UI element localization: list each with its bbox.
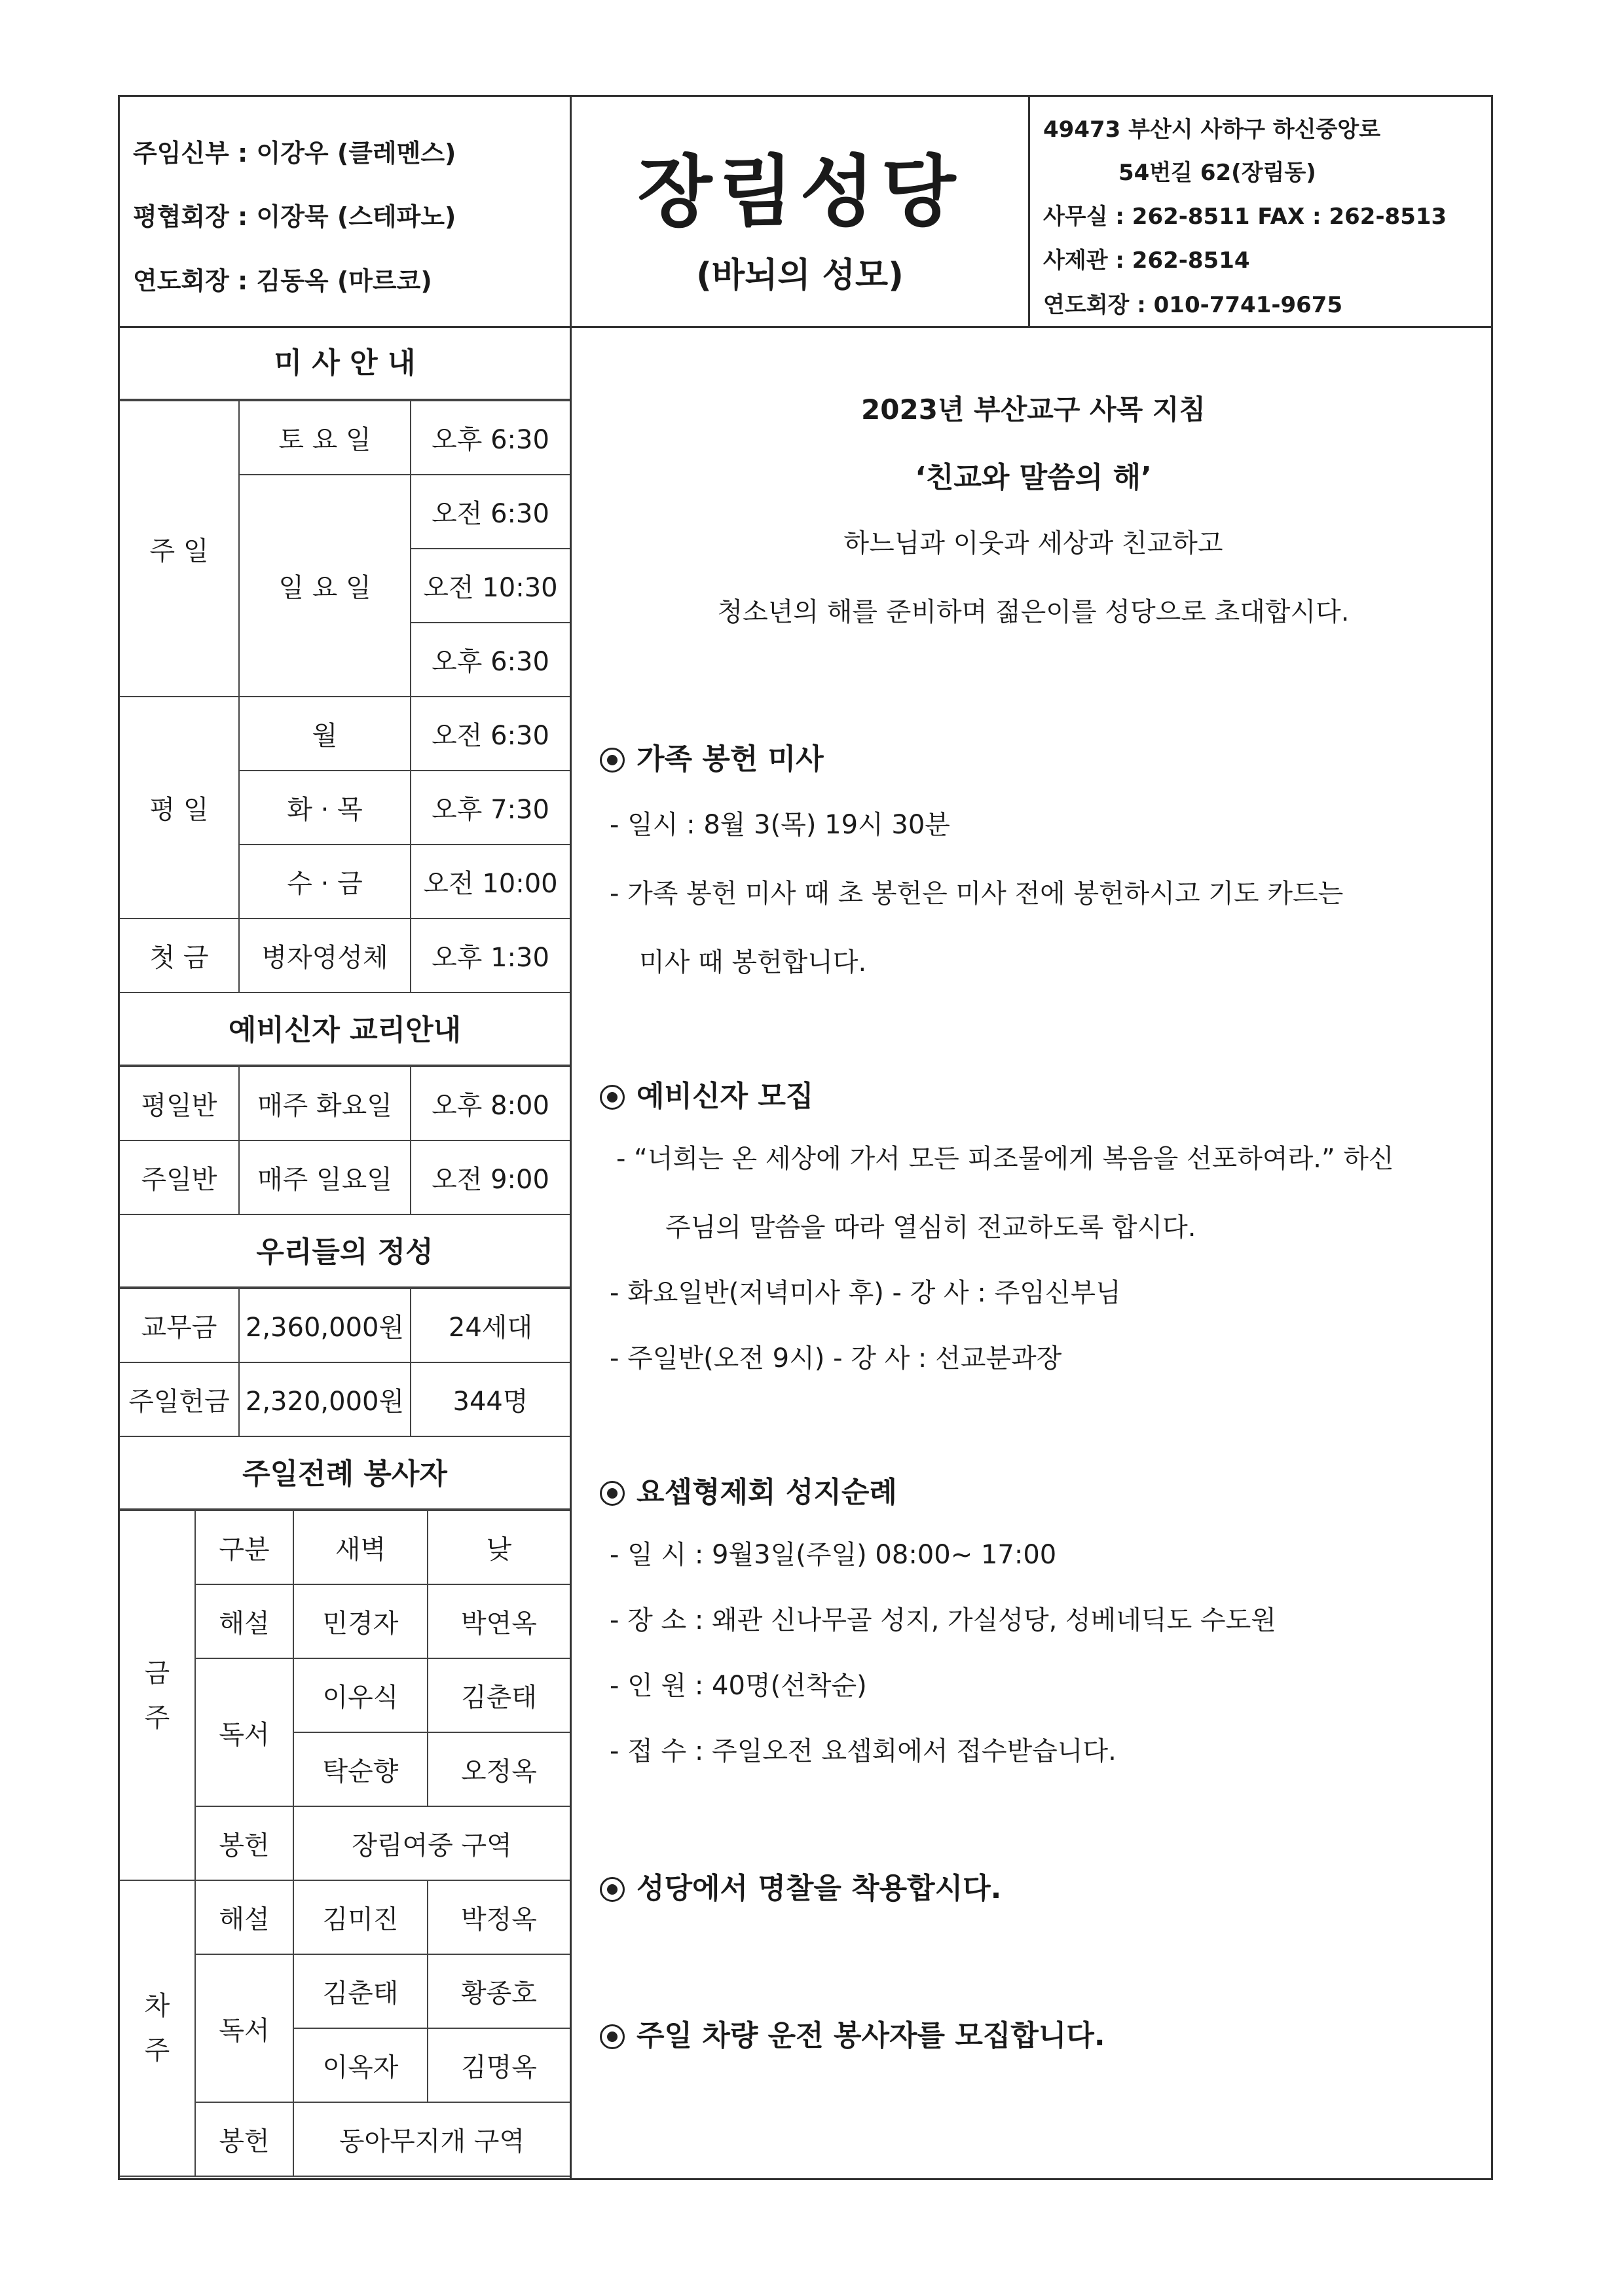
role-label: 독서: [195, 1658, 293, 1806]
family-mass-date: - 일시 : 8월 3(목) 19시 30분: [610, 810, 950, 840]
pilgrimage-title: 요셉형제회 성지순례: [637, 1476, 897, 1509]
catechumen-table: [120, 1066, 570, 1215]
pilgrimage-registration: - 접 수 : 주일오전 요셉회에서 접수받습니다.: [610, 1736, 1116, 1766]
role-label: 해설: [195, 1584, 293, 1658]
office-phone: 사무실 : 262-8511 FAX : 262-8513: [1043, 204, 1447, 230]
offering-label: 교무금: [120, 1288, 239, 1362]
offering-amount: 2,320,000원: [239, 1362, 411, 1436]
sunday-time-2: 오전 10:30: [411, 549, 570, 623]
server-name: 박정옥: [428, 1880, 570, 1954]
first-friday-label: 첫 금: [120, 919, 239, 993]
officer-pastor: 주임신부 : 이강우 (클레멘스): [133, 139, 456, 168]
pilgrimage-place: - 장 소 : 왜관 신나무골 성지, 가실성당, 성베네딕도 수도원: [610, 1605, 1276, 1635]
offering-title: 우리들의 정성: [120, 1214, 570, 1288]
role-label: 독서: [195, 1954, 293, 2102]
bullet-icon: [600, 748, 625, 773]
recruit-title: 예비신자 모집: [637, 1080, 814, 1113]
church-subtitle: (바뇌의 성모): [696, 256, 904, 295]
officer-yeondo-president: 연도회장 : 김동옥 (마르코): [133, 266, 432, 295]
recruit-heading: [600, 1072, 813, 1114]
address-line-2: 54번길 62(장림동): [1118, 160, 1316, 186]
recruit-tuesday-class: - 화요일반(저녁미사 후) - 강 사 : 주임신부님: [610, 1278, 1121, 1308]
weekday-time: 오전 10:00: [411, 845, 570, 919]
class-day: 매주 일요일: [239, 1140, 411, 1214]
rectory-phone: 사제관 : 262-8514: [1043, 247, 1250, 274]
bullet-icon: [600, 1085, 625, 1110]
server-head-category: 구분: [195, 1510, 293, 1584]
weekday-day: 월: [239, 697, 411, 771]
policy-title: 2023년 부산교구 사목 지침: [861, 393, 1206, 426]
family-mass-heading: [600, 735, 824, 777]
offering-count: 344명: [411, 1362, 570, 1436]
server-name: 이우식: [293, 1658, 428, 1732]
servers-title: 주일전례 봉사자: [120, 1436, 570, 1510]
sunday-time-1: 오전 6:30: [411, 475, 570, 549]
class-time: 오후 8:00: [411, 1066, 570, 1140]
pilgrimage-heading: [600, 1468, 897, 1510]
bullet-icon: [600, 2024, 625, 2049]
weekday-time: 오전 6:30: [411, 697, 570, 771]
mass-schedule-table: [120, 400, 570, 993]
notices-column: [574, 326, 1493, 2180]
server-name: 김춘태: [293, 1954, 428, 2028]
name-tag-notice: [600, 1865, 1001, 1906]
family-mass-note: - 가족 봉헌 미사 때 초 봉헌은 미사 전에 봉헌하시고 기도 카드는: [610, 879, 1344, 909]
officers-box: [120, 97, 572, 326]
server-name: 김미진: [293, 1880, 428, 1954]
this-week-label-text: 금주: [144, 1658, 170, 1733]
policy-motto: ‘친교와 말씀의 해’: [915, 461, 1152, 494]
address-line-1: 49473 부산시 사하구 하신중앙로: [1043, 117, 1381, 143]
catechumen-title: 예비신자 교리안내: [120, 992, 570, 1066]
role-label: 해설: [195, 1880, 293, 1954]
role-label: 봉헌: [195, 1806, 293, 1880]
server-name: 탁순향: [293, 1732, 428, 1806]
offering-amount: 2,360,000원: [239, 1288, 411, 1362]
server-head-dawn: 새벽: [293, 1510, 428, 1584]
weekday-label: 평 일: [120, 697, 239, 919]
next-week-label-text: 차주: [144, 1991, 170, 2066]
first-friday-name: 병자영성체: [239, 919, 411, 993]
weekday-day: 화 · 목: [239, 771, 411, 845]
drivers-text: 주일 차량 운전 봉사자를 모집합니다.: [637, 2019, 1105, 2052]
officer-council-president: 평협회장 : 이장묵 (스테파노): [133, 202, 456, 231]
recruit-quote-cont: 주님의 말씀을 따라 열심히 전교하도록 합시다.: [665, 1212, 1196, 1243]
offering-district: 동아무지개 구역: [293, 2102, 570, 2176]
drivers-notice: [600, 2012, 1105, 2054]
server-name: 이옥자: [293, 2028, 428, 2102]
pilgrimage-date: - 일 시 : 9월3일(주일) 08:00~ 17:00: [610, 1540, 1057, 1570]
sunday-time-3: 오후 6:30: [411, 623, 570, 697]
saturday-label: 토 요 일: [239, 401, 411, 475]
pilgrimage-capacity: - 인 원 : 40명(선착순): [610, 1671, 867, 1701]
church-title-box: [572, 97, 1030, 326]
sunday-day-label: 일 요 일: [239, 475, 411, 697]
bulletin-header: [120, 97, 1491, 328]
offering-label: 주일헌금: [120, 1362, 239, 1436]
yeondo-phone: 연도회장 : 010-7741-9675: [1043, 292, 1343, 318]
weekday-time: 오후 7:30: [411, 771, 570, 845]
this-week-label: [120, 1510, 195, 1880]
family-mass-title: 가족 봉헌 미사: [637, 742, 824, 776]
bullet-icon: [600, 1877, 625, 1902]
left-column: [120, 326, 572, 2180]
offering-district: 장림여중 구역: [293, 1806, 570, 1880]
recruit-quote: - “너희는 온 세상에 가서 모든 피조물에게 복음을 선포하여라.” 하신: [616, 1144, 1394, 1174]
server-name: 오정옥: [428, 1732, 570, 1806]
role-label: 봉헌: [195, 2102, 293, 2176]
first-friday-time: 오후 1:30: [411, 919, 570, 993]
saturday-time: 오후 6:30: [411, 401, 570, 475]
mass-guide-title: 미 사 안 내: [120, 326, 570, 400]
bullet-icon: [600, 1481, 625, 1506]
class-label: 평일반: [120, 1066, 239, 1140]
server-name: 김춘태: [428, 1658, 570, 1732]
recruit-sunday-class: - 주일반(오전 9시) - 강 사 : 선교분과장: [610, 1343, 1062, 1374]
policy-line-2: 청소년의 해를 준비하며 젊은이를 성당으로 초대합시다.: [717, 597, 1350, 627]
offering-count: 24세대: [411, 1288, 570, 1362]
server-name: 박연옥: [428, 1584, 570, 1658]
server-head-day: 낮: [428, 1510, 570, 1584]
servers-table: [120, 1510, 570, 2177]
name-tag-text: 성당에서 명찰을 착용합시다.: [637, 1872, 1002, 1905]
sunday-label: 주 일: [120, 401, 239, 697]
offering-table: [120, 1288, 570, 1437]
address-box: [1030, 97, 1493, 326]
server-name: 김명옥: [428, 2028, 570, 2102]
class-label: 주일반: [120, 1140, 239, 1214]
class-day: 매주 화요일: [239, 1066, 411, 1140]
next-week-label: [120, 1880, 195, 2176]
policy-line-1: 하느님과 이웃과 세상과 친교하고: [843, 528, 1223, 558]
class-time: 오전 9:00: [411, 1140, 570, 1214]
church-name: 장림성당: [637, 147, 963, 237]
bulletin-page: [118, 95, 1493, 2180]
weekday-day: 수 · 금: [239, 845, 411, 919]
server-name: 황종호: [428, 1954, 570, 2028]
family-mass-note-cont: 미사 때 봉헌합니다.: [639, 947, 867, 977]
server-name: 민경자: [293, 1584, 428, 1658]
